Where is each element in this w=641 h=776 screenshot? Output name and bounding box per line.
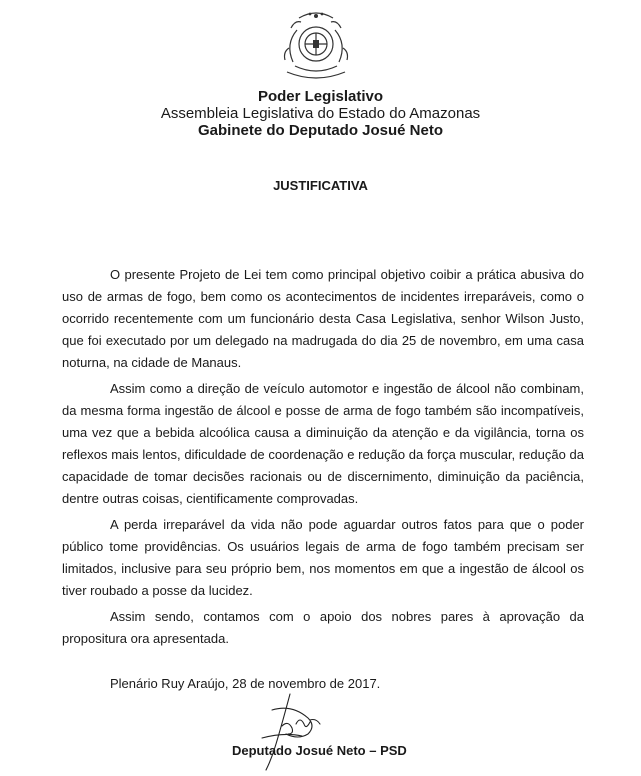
paragraph: Assim sendo, contamos com o apoio dos nobres pares à aprovação da propositura ora apresentada.: [62, 609, 584, 646]
handwritten-signature: [232, 690, 350, 774]
paragraph: A perda irreparável da vida não pode aguardar outros fatos para que o poder público tome providências. Os usuários legais de arma de fogo também precisam ser limitados, inclusive para seu próprio bem, nos momentos em que a ingestão de álcool os tiver roubado a posse da lucidez.: [62, 517, 584, 598]
paragraph: Assim como a direção de veículo automotor e ingestão de álcool não combinam, da mesma forma ingestão de álcool e posse de arma de fogo também são incompatíveis, uma vez que a bebida alcoólica causa a diminuição da atenção e da vigilância, torna os reflexos mais lentos, dificuldade de coordenação e redução da força muscular, redução da capacidade de tomar decisões racionais ou de discernimento, diminuição da paciência, dentre outras coisas, cientificamente comprovadas.: [62, 381, 584, 506]
letterhead-line-1: Poder Legislativo: [257, 88, 384, 105]
signatory-name: Deputado Josué Neto – PSD: [232, 743, 407, 758]
document-body: [62, 264, 584, 654]
letterhead: [0, 88, 641, 139]
coat-of-arms-seal: [277, 8, 355, 84]
letterhead-line-3: Gabinete do Deputado Josué Neto: [197, 122, 444, 139]
document-title: JUSTIFICATIVA: [273, 178, 368, 193]
place-and-date: Plenário Ruy Araújo, 28 de novembro de 2017.: [110, 676, 381, 691]
paragraph: O presente Projeto de Lei tem como principal objetivo coibir a prática abusiva do uso de armas de fogo, bem como os acontecimentos de incidentes irreparáveis, como o ocorrido recentemente com um funcionário desta Casa Legislativa, senhor Wilson Justo, que foi executado por um delegado na madrugada do dia 25 de novembro, em uma casa noturna, na cidade de Manaus.: [62, 267, 584, 370]
letterhead-line-2: Assembleia Legislativa do Estado do Amazonas: [160, 105, 481, 122]
